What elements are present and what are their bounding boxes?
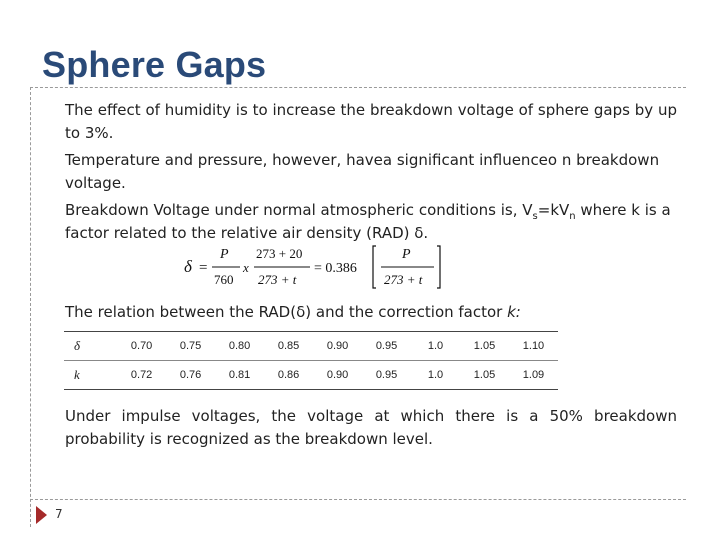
formula-equals: = [199, 260, 208, 276]
row-label-delta: δ [74, 338, 81, 353]
table-cell: 0.80 [228, 340, 251, 352]
bullet-rad-relation [37, 301, 677, 324]
table-cell: 0.76 [179, 369, 202, 381]
formula-760: 760 [214, 272, 234, 287]
page-arrow-icon [36, 506, 47, 524]
top-divider [30, 87, 686, 88]
bullet-icon [37, 405, 65, 451]
formula-p2: P [402, 247, 411, 262]
bullet-text: The relation between the RAD(δ) and the correction factor k: [65, 303, 521, 321]
table-cell: 0.95 [375, 340, 398, 352]
table-cell: 0.90 [326, 340, 349, 352]
table-row-delta [64, 332, 558, 360]
formula-p: P [220, 247, 229, 262]
bullet-text: The effect of humidity is to increase the breakdown voltage of sphere gaps by up to 3%. [65, 101, 677, 142]
bullet-text: Temperature and pressure, however, havea significant influenceo n breakdown voltage. [65, 151, 660, 192]
bullet-icon [37, 149, 65, 195]
bullet-text: Breakdown Voltage under normal atmospheric conditions is, $V_s=kV_n$ where k is a factor related to the relative air density (RAD) δ. [65, 201, 671, 242]
table-row-k [64, 360, 558, 389]
table-cell: 0.75 [179, 340, 202, 352]
bullet-icon [37, 199, 65, 245]
table-cell: 0.72 [130, 369, 153, 381]
bullet-icon [37, 99, 65, 145]
bullet-text: Under impulse voltages, the voltage at which there is a 50% breakdown probability is recognized as the breakdown level. [65, 407, 677, 448]
table-cell: 1.05 [473, 369, 496, 381]
table-cell: 0.90 [326, 369, 349, 381]
table-cell: 0.70 [130, 340, 153, 352]
table-cell: 1.0 [427, 369, 444, 381]
bottom-divider [30, 499, 686, 500]
formula-constant: = 0.386 [314, 261, 357, 276]
table-cell: 0.86 [277, 369, 300, 381]
bullet-icon [37, 301, 65, 324]
rad-formula [180, 242, 445, 290]
table-cell: 0.85 [277, 340, 300, 352]
formula-times: x [243, 260, 249, 275]
slide-title: Sphere Gaps [42, 44, 267, 85]
table-cell: 1.0 [427, 340, 444, 352]
formula-den2: 273 + t [384, 272, 423, 287]
table-cell: 1.10 [522, 340, 545, 352]
table-cell: 0.95 [375, 369, 398, 381]
left-divider [30, 87, 31, 527]
rad-correction-table [64, 331, 558, 390]
bullet-impulse [37, 405, 677, 451]
table-cell: 1.05 [473, 340, 496, 352]
page-number: 7 [55, 507, 63, 521]
bullet-temperature [37, 149, 677, 195]
row-label-k: k [74, 367, 80, 382]
bullet-breakdown-voltage [37, 199, 677, 245]
formula-den1: 273 + t [258, 272, 297, 287]
table-cell: 0.81 [228, 369, 251, 381]
formula-num1: 273 + 20 [256, 246, 303, 261]
table-cell: 1.09 [522, 369, 545, 381]
formula-delta: δ [184, 257, 192, 276]
bullet-humidity [37, 99, 677, 145]
